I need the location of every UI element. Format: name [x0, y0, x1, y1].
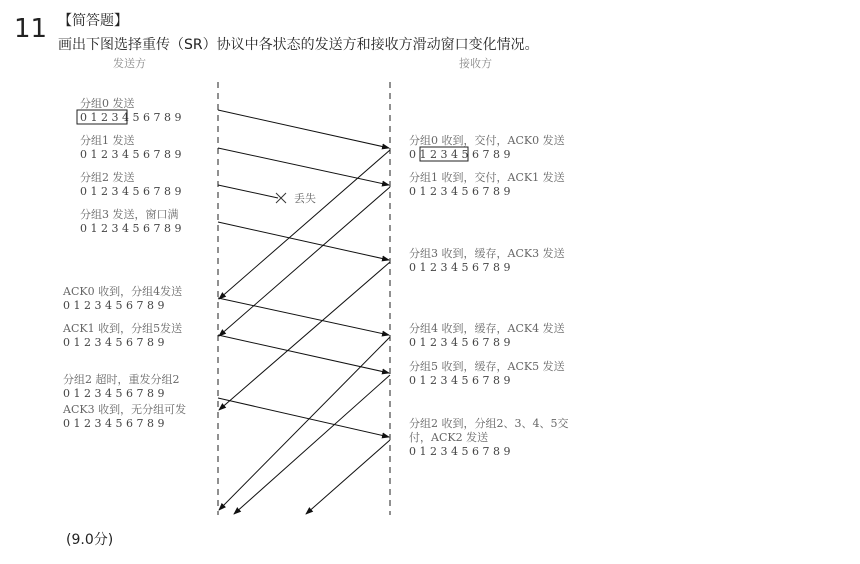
receiver-event: [409, 416, 569, 458]
receiver-event: [409, 133, 565, 161]
svg-text:0 1 2 3 4 5 6 7 8 9: 0 1 2 3 4 5 6 7 8 9: [80, 185, 182, 198]
svg-text:ACK0 收到，分组4发送: ACK0 收到，分组4发送: [63, 285, 183, 298]
svg-text:0 1 2 3 4 5 6 7 8 9: 0 1 2 3 4 5 6 7 8 9: [409, 185, 511, 198]
svg-text:分组3 发送，窗口满: 分组3 发送，窗口满: [80, 208, 179, 221]
ack-2-arrow: [306, 440, 390, 514]
receiver-event: [409, 359, 565, 387]
question-score: (9.0分): [66, 532, 114, 548]
sender-event: [62, 284, 182, 312]
packet-0-arrow: [218, 110, 389, 148]
sender-event: [77, 96, 181, 124]
svg-text:0 1 2 3 4 5 6 7 8 9: 0 1 2 3 4 5 6 7 8 9: [409, 148, 511, 161]
svg-text:0 1 2 3 4 5 6 7 8 9: 0 1 2 3 4 5 6 7 8 9: [63, 387, 165, 400]
svg-text:付，ACK2 发送: 付，ACK2 发送: [409, 431, 489, 444]
packet-4-arrow: [218, 298, 389, 335]
svg-text:0 1 2 3 4 5 6 7 8 9: 0 1 2 3 4 5 6 7 8 9: [409, 261, 511, 274]
svg-text:0 1 2 3 4 5 6 7 8 9: 0 1 2 3 4 5 6 7 8 9: [409, 445, 511, 458]
svg-text:ACK1 收到，分组5发送: ACK1 收到，分组5发送: [63, 322, 183, 335]
packet-3-arrow: [218, 222, 389, 260]
sender-event: [62, 321, 182, 349]
svg-text:0 1 2 3 4 5 6 7 8 9: 0 1 2 3 4 5 6 7 8 9: [409, 336, 511, 349]
svg-text:0 1 2 3 4 5 6 7 8 9: 0 1 2 3 4 5 6 7 8 9: [80, 111, 182, 124]
ack-1-arrow: [219, 187, 390, 336]
svg-text:分组0 收到，交付，ACK0 发送: 分组0 收到，交付，ACK0 发送: [409, 134, 565, 147]
packet-5-arrow: [218, 335, 389, 373]
sender-event: [62, 402, 186, 430]
sender-event: [80, 133, 181, 161]
sender-event: [80, 170, 181, 198]
svg-text:分组5 收到，缓存，ACK5 发送: 分组5 收到，缓存，ACK5 发送: [409, 360, 565, 373]
svg-text:ACK3 收到，无分组可发: ACK3 收到，无分组可发: [63, 403, 187, 416]
sender-event: [63, 372, 180, 400]
ack-3-arrow: [219, 262, 390, 410]
packet-1-arrow: [218, 148, 389, 185]
svg-text:0 1 2 3 4 5 6 7 8 9: 0 1 2 3 4 5 6 7 8 9: [63, 336, 165, 349]
receiver-event: [409, 170, 565, 198]
ack-0-arrow: [219, 150, 390, 299]
receiver-event: [409, 321, 565, 349]
ack-5-arrow: [234, 375, 390, 514]
sender-header: 发送方: [113, 57, 146, 70]
svg-text:分组0 发送: 分组0 发送: [80, 97, 135, 110]
svg-text:分组2 超时，重发分组2: 分组2 超时，重发分组2: [63, 373, 180, 386]
sender-event: [80, 207, 181, 235]
lost-label: 丢失: [294, 192, 316, 205]
question-text: 画出下图选择重传（SR）协议中各状态的发送方和接收方滑动窗口变化情况。: [58, 37, 539, 53]
packet-2-retransmit-arrow: [218, 398, 389, 437]
ack-4-arrow: [219, 337, 390, 510]
svg-text:分组1 发送: 分组1 发送: [80, 134, 135, 147]
svg-text:0 1 2 3 4 5 6 7 8 9: 0 1 2 3 4 5 6 7 8 9: [63, 417, 165, 430]
receiver-event: [409, 246, 565, 274]
svg-text:0 1 2 3 4 5 6 7 8 9: 0 1 2 3 4 5 6 7 8 9: [80, 222, 182, 235]
receiver-header: 接收方: [459, 57, 492, 70]
svg-text:0 1 2 3 4 5 6 7 8 9: 0 1 2 3 4 5 6 7 8 9: [80, 148, 182, 161]
svg-text:0 1 2 3 4 5 6 7 8 9: 0 1 2 3 4 5 6 7 8 9: [409, 374, 511, 387]
svg-text:分组1 收到，交付，ACK1 发送: 分组1 收到，交付，ACK1 发送: [409, 171, 565, 184]
svg-text:0 1 2 3 4 5 6 7 8 9: 0 1 2 3 4 5 6 7 8 9: [63, 299, 165, 312]
svg-text:分组2 收到，分组2、3、4、5交: 分组2 收到，分组2、3、4、5交: [409, 417, 569, 430]
packet-2-lost-arrow: [218, 185, 278, 198]
svg-text:分组4 收到，缓存，ACK4 发送: 分组4 收到，缓存，ACK4 发送: [409, 322, 565, 335]
svg-text:分组2 发送: 分组2 发送: [80, 171, 135, 184]
svg-text:分组3 收到，缓存，ACK3 发送: 分组3 收到，缓存，ACK3 发送: [409, 247, 565, 260]
question-type: 【简答题】: [58, 13, 128, 29]
question-number: 11: [14, 14, 48, 44]
